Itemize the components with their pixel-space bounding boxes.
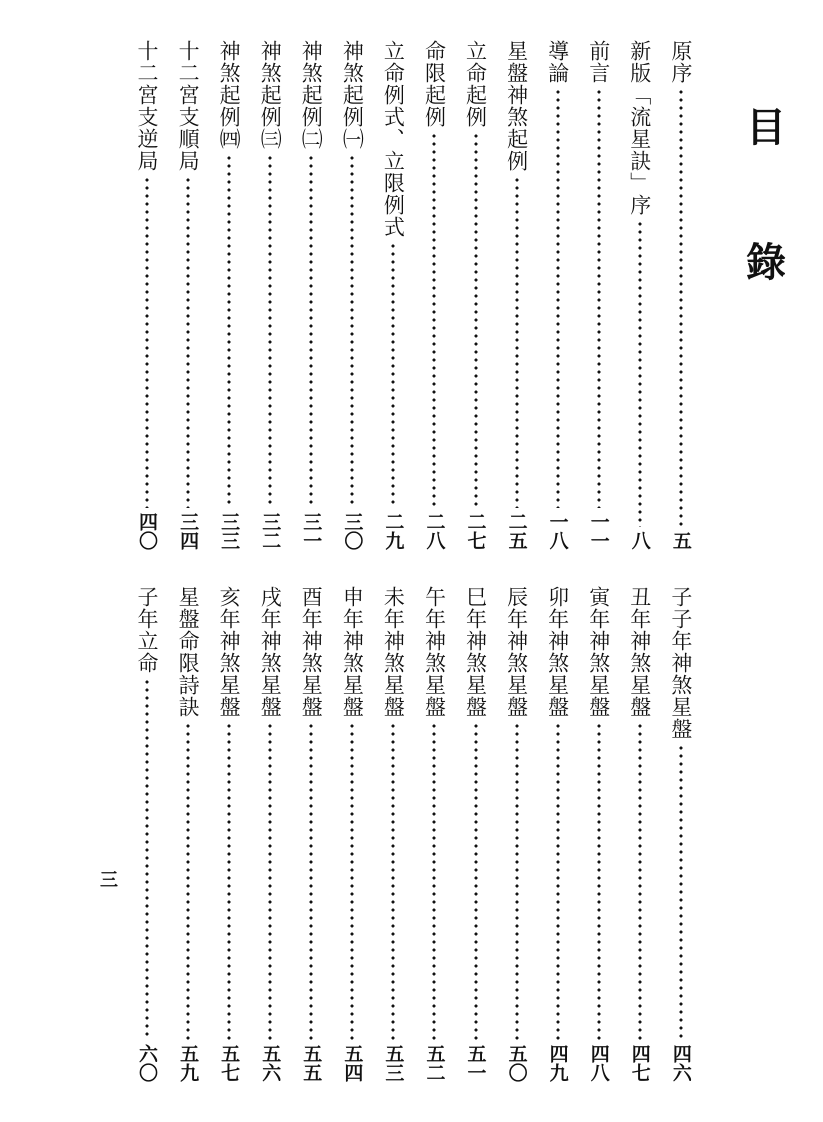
toc-entry <box>175 586 201 1082</box>
toc-entry-page: 五 <box>669 531 692 550</box>
dot-leader <box>556 88 560 508</box>
dot-leader <box>474 132 478 508</box>
toc-entry-title: 酉年神煞星盤 <box>299 586 324 718</box>
dot-leader <box>556 722 560 1040</box>
toc-entry-page: 八 <box>628 531 651 550</box>
toc-entry-page: 五九 <box>177 1044 200 1082</box>
toc-entry-page: 五六 <box>259 1044 282 1082</box>
toc-entry <box>545 40 571 550</box>
toc-entry-page: 五四 <box>341 1044 364 1082</box>
toc-entry-title: 丑年神煞星盤 <box>627 586 652 718</box>
toc-entry-page: 二八 <box>423 512 446 550</box>
toc-entry-title: 神煞起例㈣ <box>217 40 242 150</box>
toc-entry-page: 一一 <box>587 512 610 550</box>
dot-leader <box>186 722 190 1040</box>
toc-entry-page: 五五 <box>300 1044 323 1082</box>
toc-entry-title: 導論 <box>545 40 570 84</box>
toc-entry <box>216 586 242 1082</box>
toc-entry <box>463 586 489 1082</box>
toc-entry-title: 十二宮支逆局 <box>135 40 159 172</box>
dot-leader <box>474 722 478 1040</box>
toc-entry-page: 三二 <box>259 512 282 550</box>
heading-char-2: 錄 <box>746 239 786 286</box>
toc-entry-page: 六〇 <box>136 1044 158 1082</box>
toc-entry <box>175 40 201 550</box>
toc-entry-title: 新版「流星訣」序 <box>627 40 652 216</box>
dot-leader <box>679 88 683 527</box>
toc-entry-page: 二七 <box>464 512 487 550</box>
toc-entry-page: 三三 <box>218 512 241 550</box>
dot-leader <box>597 722 601 1040</box>
toc-entry-page: 一八 <box>546 512 569 550</box>
toc-entry <box>586 40 612 550</box>
dot-leader <box>432 722 436 1040</box>
toc-entry <box>504 40 530 550</box>
dot-leader <box>638 220 642 527</box>
dot-leader <box>597 88 601 508</box>
toc-entry-title: 神煞起例㈡ <box>299 40 324 150</box>
toc-entry-title: 神煞起例㈠ <box>340 40 365 150</box>
toc-section-top <box>134 40 694 550</box>
dot-leader <box>515 176 519 508</box>
toc-entry <box>134 40 160 550</box>
toc-entry-page: 四七 <box>628 1044 651 1082</box>
dot-leader <box>145 678 149 1040</box>
toc-entry <box>380 586 406 1082</box>
toc-entry <box>257 586 283 1082</box>
toc-entry-page: 三四 <box>177 512 200 550</box>
toc-entry-title: 命限起例 <box>422 40 447 128</box>
toc-entry-title: 未年神煞星盤 <box>381 586 406 718</box>
dot-leader <box>145 176 149 508</box>
dot-leader <box>309 154 313 508</box>
toc-entry-title: 原序 <box>668 40 693 84</box>
toc-entry <box>504 586 530 1082</box>
toc-entry <box>586 586 612 1082</box>
toc-entry <box>627 586 653 1082</box>
toc-entry-page: 五〇 <box>505 1044 528 1082</box>
dot-leader <box>309 722 313 1040</box>
toc-entry <box>668 40 694 550</box>
dot-leader <box>227 154 231 508</box>
toc-entry <box>134 586 160 1082</box>
toc-entry <box>627 40 653 550</box>
dot-leader <box>679 744 683 1040</box>
dot-leader <box>350 154 354 508</box>
toc-heading <box>741 104 791 286</box>
toc-entry-title: 十二宮支順局 <box>176 40 201 172</box>
toc-entry <box>339 40 365 550</box>
toc-entry-page: 四八 <box>587 1044 610 1082</box>
toc-entry <box>421 586 447 1082</box>
heading-char-1: 目 <box>746 104 786 151</box>
toc-entry-page: 二九 <box>382 512 405 550</box>
page-number: 三 <box>97 870 118 888</box>
dot-leader <box>432 132 436 508</box>
toc-entry-page: 四〇 <box>136 512 158 550</box>
dot-leader <box>227 722 231 1040</box>
toc-entry <box>339 586 365 1082</box>
toc-entry-title: 立命例式、立限例式 <box>381 40 406 238</box>
toc-entry-title: 巳年神煞星盤 <box>463 586 488 718</box>
dot-leader <box>638 722 642 1040</box>
toc-entry-title: 神煞起例㈢ <box>258 40 283 150</box>
toc-entry <box>298 586 324 1082</box>
toc-entry-title: 星盤神煞起例 <box>504 40 529 172</box>
dot-leader <box>186 176 190 508</box>
toc-entry <box>668 586 694 1082</box>
toc-entry-title: 子年立命 <box>135 586 159 674</box>
toc-entry <box>257 40 283 550</box>
dot-leader <box>391 722 395 1040</box>
toc-entry <box>463 40 489 550</box>
dot-leader <box>515 722 519 1040</box>
toc-entry-title: 申年神煞星盤 <box>340 586 365 718</box>
toc-entry-page: 三一 <box>300 512 323 550</box>
toc-entry <box>216 40 242 550</box>
toc-entry-page: 四六 <box>669 1044 692 1082</box>
toc-entry-page: 二五 <box>505 512 528 550</box>
toc-entry-title: 前言 <box>586 40 611 84</box>
toc-entry <box>421 40 447 550</box>
toc-entry-title: 子子年神煞星盤 <box>668 586 693 740</box>
toc-entry-title: 辰年神煞星盤 <box>504 586 529 718</box>
toc-entry-title: 亥年神煞星盤 <box>217 586 242 718</box>
toc-entry-title: 星盤命限詩訣 <box>176 586 201 718</box>
toc-entry-page: 三〇 <box>341 512 364 550</box>
dot-leader <box>268 722 272 1040</box>
toc-entry <box>380 40 406 550</box>
toc-entry-title: 戌年神煞星盤 <box>258 586 283 718</box>
toc-entry-title: 立命起例 <box>463 40 488 128</box>
dot-leader <box>350 722 354 1040</box>
toc-entry-page: 五二 <box>423 1044 446 1082</box>
toc-entry-page: 五一 <box>464 1044 487 1082</box>
toc-entry <box>545 586 571 1082</box>
toc-entry-page: 四九 <box>546 1044 569 1082</box>
toc-entry-title: 午年神煞星盤 <box>422 586 447 718</box>
toc-entry-page: 五三 <box>382 1044 405 1082</box>
toc-entry-title: 寅年神煞星盤 <box>586 586 611 718</box>
dot-leader <box>391 242 395 508</box>
toc-entry <box>298 40 324 550</box>
dot-leader <box>268 154 272 508</box>
toc-entry-page: 五七 <box>218 1044 241 1082</box>
toc-entry-title: 卯年神煞星盤 <box>545 586 570 718</box>
toc-section-bottom <box>134 586 694 1082</box>
